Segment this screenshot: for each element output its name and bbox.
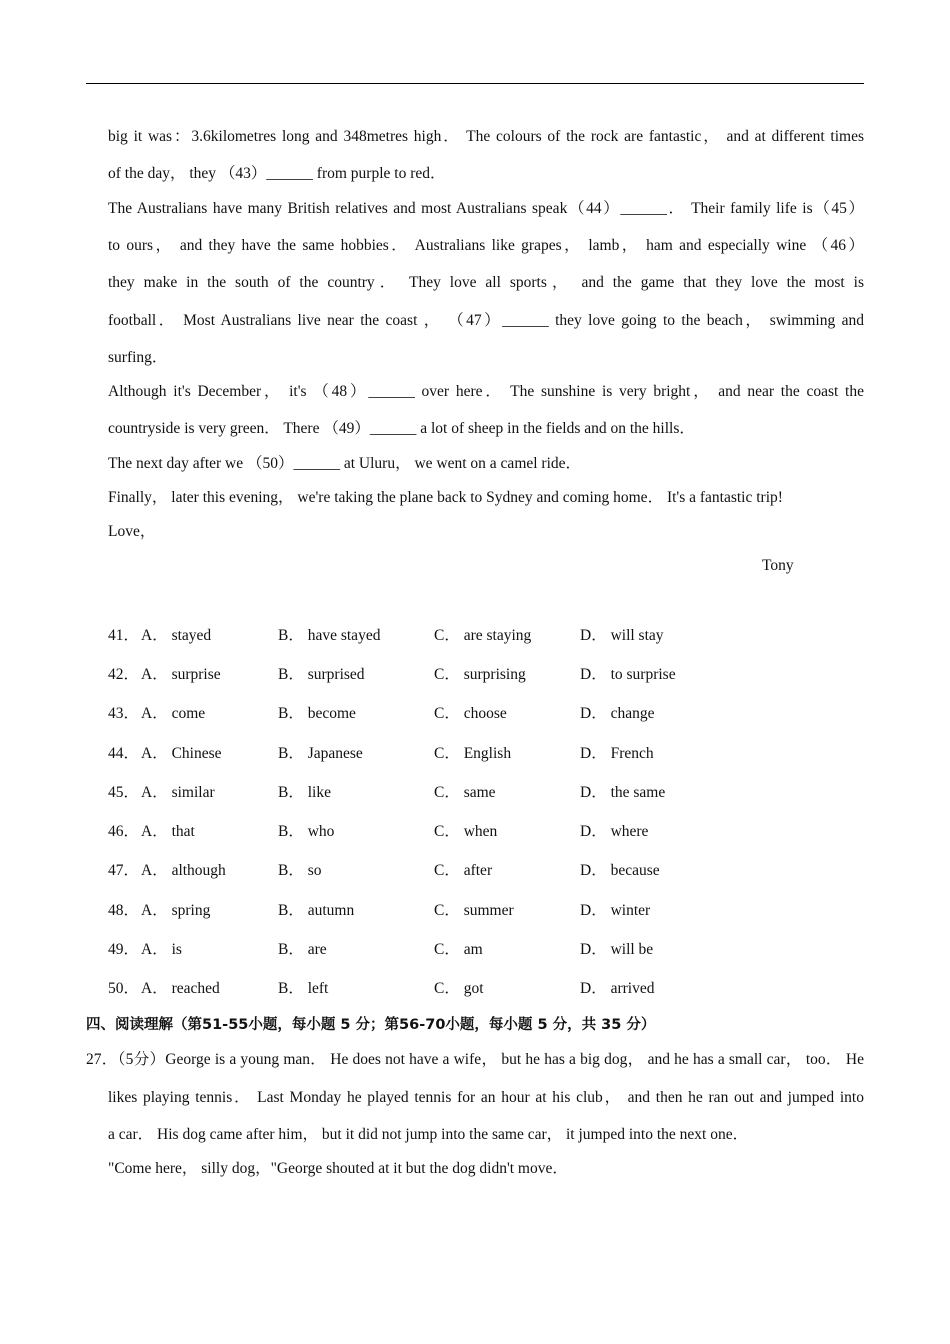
- option-d[interactable]: D． change: [580, 705, 655, 722]
- option-a[interactable]: A． Chinese: [141, 745, 222, 762]
- option-row: [108, 861, 728, 881]
- question-number: 46．: [108, 823, 140, 840]
- option-c[interactable]: C． are staying: [434, 627, 532, 644]
- passage-line: Love，: [108, 523, 156, 540]
- option-d[interactable]: D． will be: [580, 941, 654, 958]
- question-27-line: 27．（5分）George is a young man． He does not have a wife， but he has a big dog， and he has a small car， too． He: [86, 1051, 864, 1068]
- option-row: [108, 901, 728, 921]
- question-number: 49．: [108, 941, 140, 958]
- option-b[interactable]: B． left: [278, 980, 329, 997]
- option-b[interactable]: B． so: [278, 862, 322, 879]
- passage-line: to ours， and they have the same hobbies． Australians like grapes， lamb， ham and especially wine （46）: [108, 237, 864, 254]
- passage-line: football． Most Australians live near the coast ， （47）______ they love going to the beach， swimming and: [108, 312, 864, 329]
- passage-line: Although it's December， it's （48）______ over here． The sunshine is very bright， and near the coast the: [108, 383, 864, 400]
- option-b[interactable]: B． autumn: [278, 902, 355, 919]
- option-d[interactable]: D． because: [580, 862, 660, 879]
- option-c[interactable]: C． am: [434, 941, 483, 958]
- option-b[interactable]: B． become: [278, 705, 356, 722]
- question-number: 44．: [108, 745, 140, 762]
- option-c[interactable]: C． same: [434, 784, 496, 801]
- question-27-line: a car． His dog came after him， but it did not jump into the same car， it jumped into the next one．: [108, 1126, 749, 1143]
- option-row: [108, 665, 728, 685]
- option-c[interactable]: C． English: [434, 745, 512, 762]
- question-number: 48．: [108, 902, 140, 919]
- passage-line: countryside is very green． There （49）______ a lot of sheep in the fields and on the hills．: [108, 420, 695, 437]
- option-a[interactable]: A． stayed: [141, 627, 212, 644]
- option-c[interactable]: C． choose: [434, 705, 507, 722]
- option-a[interactable]: A． similar: [141, 784, 215, 801]
- option-row: [108, 979, 728, 999]
- option-row: [108, 940, 728, 960]
- passage-line: of the day， they （43）______ from purple to red．: [108, 165, 446, 182]
- passage-line: big it was：3.6kilometres long and 348metres high． The colours of the rock are fantastic， and at different times: [108, 128, 864, 145]
- option-d[interactable]: D． French: [580, 745, 654, 762]
- question-number: 43．: [108, 705, 140, 722]
- option-row: [108, 783, 728, 803]
- option-d[interactable]: D． the same: [580, 784, 666, 801]
- option-c[interactable]: C． summer: [434, 902, 514, 919]
- option-row: [108, 744, 728, 764]
- option-b[interactable]: B． Japanese: [278, 745, 363, 762]
- option-a[interactable]: A． surprise: [141, 666, 221, 683]
- option-d[interactable]: D． will stay: [580, 627, 664, 644]
- passage-line: The next day after we （50）______ at Uluru， we went on a camel ride．: [108, 455, 582, 472]
- question-number: 50．: [108, 980, 140, 997]
- option-c[interactable]: C． when: [434, 823, 498, 840]
- option-a[interactable]: A． reached: [141, 980, 220, 997]
- option-row: [108, 822, 728, 842]
- option-a[interactable]: A． although: [141, 862, 226, 879]
- option-a[interactable]: A． spring: [141, 902, 211, 919]
- question-number: 41．: [108, 627, 140, 644]
- section-heading: 四、阅读理解（第51-55小题，每小题 5 分；第56-70小题，每小题 5 分，共 35 分）: [86, 1017, 656, 1033]
- option-b[interactable]: B． are: [278, 941, 327, 958]
- question-number: 45．: [108, 784, 140, 801]
- option-c[interactable]: C． surprising: [434, 666, 526, 683]
- option-d[interactable]: D． winter: [580, 902, 651, 919]
- option-a[interactable]: A． come: [141, 705, 206, 722]
- option-d[interactable]: D． to surprise: [580, 666, 676, 683]
- option-row: [108, 626, 728, 646]
- option-b[interactable]: B． have stayed: [278, 627, 381, 644]
- passage-line: Finally， later this evening， we're taking the plane back to Sydney and coming home． It's a fantastic trip!: [108, 489, 783, 506]
- option-row: [108, 704, 728, 724]
- signature: Tony: [762, 557, 794, 574]
- question-number: 47．: [108, 862, 140, 879]
- passage-line: The Australians have many British relatives and most Australians speak（44）______． Their family life is（45）: [108, 200, 864, 217]
- header-rule: [86, 83, 864, 84]
- option-d[interactable]: D． arrived: [580, 980, 655, 997]
- passage-line: surfing．: [108, 349, 168, 366]
- option-b[interactable]: B． surprised: [278, 666, 365, 683]
- passage-line: they make in the south of the country． They love all sports， and the game that they love the most is: [108, 274, 864, 291]
- option-a[interactable]: A． that: [141, 823, 195, 840]
- option-c[interactable]: C． got: [434, 980, 484, 997]
- option-b[interactable]: B． who: [278, 823, 335, 840]
- question-27-line: "Come here， silly dog，"George shouted at it but the dog didn't move．: [108, 1160, 568, 1177]
- question-27-line: likes playing tennis． Last Monday he played tennis for an hour at his club， and then he ran out and jumped into: [108, 1089, 864, 1106]
- option-b[interactable]: B． like: [278, 784, 331, 801]
- option-a[interactable]: A． is: [141, 941, 182, 958]
- option-d[interactable]: D． where: [580, 823, 649, 840]
- question-number: 42．: [108, 666, 140, 683]
- option-c[interactable]: C． after: [434, 862, 493, 879]
